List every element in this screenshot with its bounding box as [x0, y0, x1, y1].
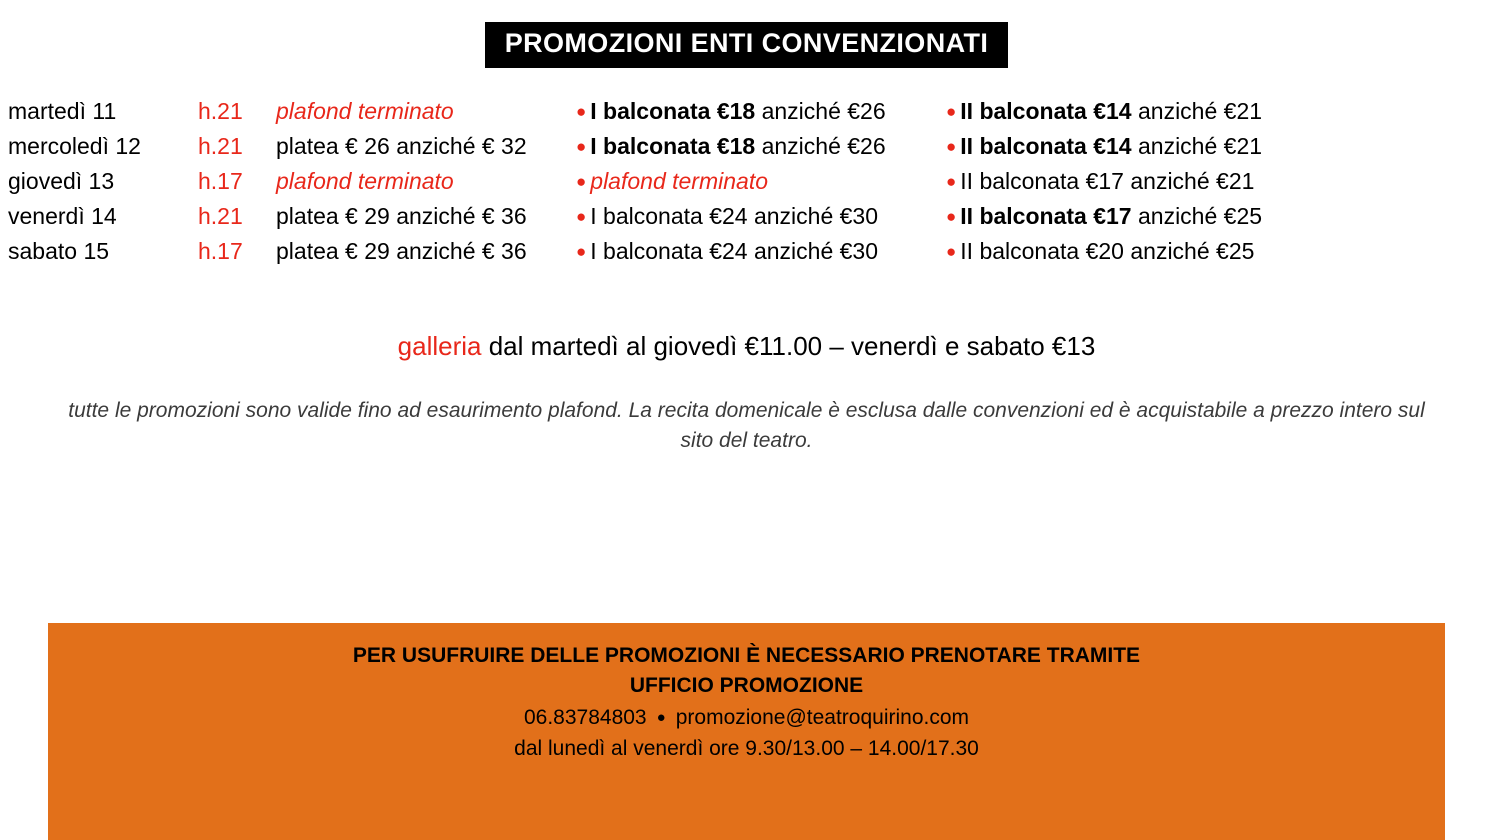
row-platea — [276, 164, 576, 199]
row-balconata-2 — [946, 94, 1316, 129]
footer-line-2: UFFICIO PROMOZIONE — [629, 674, 864, 698]
row-hour: h.21 — [198, 132, 243, 159]
row-balconata-1-rest: anziché €26 — [755, 132, 886, 159]
row-balconata-2-bold: II balconata €17 — [960, 167, 1124, 194]
row-balconata-1-bold: I balconata €18 — [590, 97, 756, 124]
bullet-icon: ● — [576, 101, 587, 121]
row-balconata-1 — [576, 129, 946, 164]
footer-hours: dal lunedì al venerdì ore 9.30/13.00 – 14.00/17.30 — [514, 737, 979, 761]
table-row — [0, 94, 1316, 129]
bullet-icon: ● — [576, 171, 587, 191]
row-balconata-1 — [576, 234, 946, 269]
row-balconata-1 — [576, 199, 946, 234]
row-hour: h.17 — [198, 237, 243, 264]
row-hour: h.17 — [198, 167, 243, 194]
row-balconata-2-rest: anziché €21 — [1131, 132, 1263, 159]
bullet-icon: ● — [576, 206, 587, 226]
bullet-icon: ● — [576, 241, 587, 261]
row-balconata-1-rest: anziché €30 — [747, 237, 879, 264]
promotions-table — [0, 94, 1316, 269]
bullet-icon: ● — [652, 708, 670, 726]
row-platea-text: plafond terminato — [276, 167, 454, 194]
row-day: venerdì 14 — [8, 202, 117, 229]
table-row — [0, 199, 1316, 234]
row-balconata-2-rest: anziché €21 — [1131, 97, 1263, 124]
bullet-icon: ● — [946, 136, 957, 156]
row-balconata-2-bold: II balconata €17 — [960, 202, 1132, 229]
row-balconata-2-bold: II balconata €20 — [960, 237, 1124, 264]
row-balconata-2 — [946, 234, 1316, 269]
row-balconata-2 — [946, 199, 1316, 234]
bullet-icon: ● — [946, 171, 957, 191]
promotions-note: tutte le promozioni sono valide fino ad esaurimento plafond. La recita domenicale è esclusa dalle convenzioni ed è acquistabile a prezzo intero sul sito del teatro. — [68, 398, 1425, 453]
row-balconata-2-bold: II balconata €14 — [960, 97, 1132, 124]
row-balconata-1-bold: plafond terminato — [590, 167, 769, 194]
table-row — [0, 129, 1316, 164]
table-row — [0, 234, 1316, 269]
bullet-icon: ● — [576, 136, 587, 156]
footer-line-1: PER USUFRUIRE DELLE PROMOZIONI È NECESSARIO PRENOTARE TRAMITE — [352, 644, 1141, 667]
row-platea — [276, 94, 576, 129]
row-hour: h.21 — [198, 202, 243, 229]
bullet-icon: ● — [946, 206, 957, 226]
galleria-label: galleria — [397, 330, 482, 361]
galleria-prices: dal martedì al giovedì €11.00 – venerdì e sabato €13 — [481, 330, 1096, 361]
row-balconata-1-bold: I balconata €18 — [590, 132, 756, 159]
row-balconata-1-bold: I balconata €24 — [590, 237, 748, 264]
row-platea-text: platea € 29 anziché € 36 — [276, 237, 527, 264]
row-balconata-1 — [576, 94, 946, 129]
row-balconata-2 — [946, 164, 1316, 199]
row-balconata-2-rest: anziché €25 — [1123, 237, 1255, 264]
table-row — [0, 164, 1316, 199]
row-platea — [276, 199, 576, 234]
page-title: PROMOZIONI ENTI CONVENZIONATI — [485, 22, 1009, 68]
row-balconata-2-rest: anziché €25 — [1131, 202, 1263, 229]
row-balconata-1-bold: I balconata €24 — [590, 202, 748, 229]
row-platea-text: platea € 26 anziché € 32 — [276, 132, 527, 159]
row-balconata-1 — [576, 164, 946, 199]
row-platea — [276, 234, 576, 269]
row-day: giovedì 13 — [8, 167, 115, 194]
footer-email[interactable]: promozione@teatroquirino.com — [675, 705, 970, 729]
bullet-icon: ● — [946, 101, 957, 121]
row-balconata-1-rest: anziché €26 — [755, 97, 886, 124]
row-platea-text: platea € 29 anziché € 36 — [276, 202, 527, 229]
footer-contact-line — [48, 702, 1445, 734]
row-day: martedì 11 — [8, 97, 117, 124]
row-hour: h.21 — [198, 97, 243, 124]
page-title-container — [0, 22, 1493, 68]
row-balconata-1-rest: anziché €30 — [747, 202, 879, 229]
row-balconata-2 — [946, 129, 1316, 164]
contact-footer — [48, 623, 1445, 840]
footer-phone[interactable]: 06.83784803 — [523, 705, 647, 729]
row-platea — [276, 129, 576, 164]
row-day: sabato 15 — [8, 237, 110, 264]
galleria-line — [0, 331, 1493, 362]
row-balconata-2-rest: anziché €21 — [1123, 167, 1255, 194]
row-balconata-2-bold: II balconata €14 — [960, 132, 1132, 159]
row-day: mercoledì 12 — [8, 132, 141, 159]
row-platea-text: plafond terminato — [276, 97, 454, 124]
bullet-icon: ● — [946, 241, 957, 261]
